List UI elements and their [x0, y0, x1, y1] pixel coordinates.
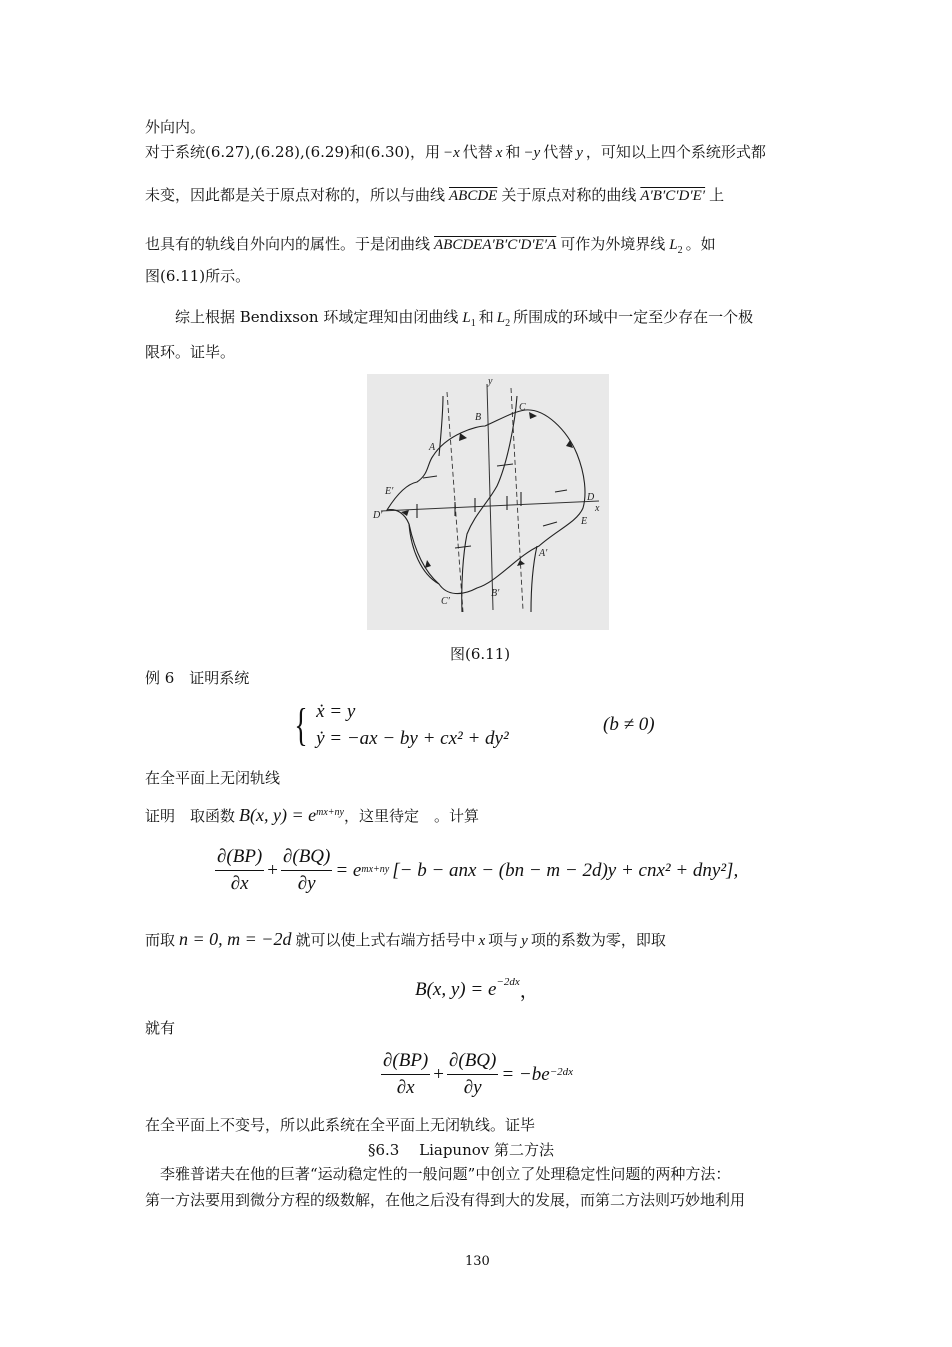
- fraction: [447, 1050, 498, 1099]
- section-heading: §6.3 Liapunov 第二方法: [368, 1141, 555, 1159]
- rhs-exp: = e: [335, 859, 362, 881]
- trajectory-curve: [462, 396, 517, 612]
- text-segment: 综上根据 Bendixson 环域定理知由闭曲线: [175, 308, 459, 326]
- math-y: y: [521, 933, 528, 949]
- equation-2: ẏ = −ax − by + cx² + dy²: [316, 728, 509, 749]
- take-values-line: [145, 929, 666, 951]
- text-line-1: 外向内。: [145, 118, 206, 136]
- numerator: ∂(BP): [381, 1050, 430, 1075]
- label-C-prime: C′: [441, 596, 450, 607]
- text-segment: ，可知以上四个系统形式都: [585, 143, 766, 161]
- arrowheads: [401, 412, 573, 568]
- curve-abcde: ABCDE: [449, 188, 498, 204]
- label-y: y: [488, 376, 493, 387]
- page-number: 130: [465, 1254, 490, 1269]
- text-segment: 对于系统(6.27),(6.28),(6.29)和(6.30)，用: [145, 143, 440, 161]
- fraction: [381, 1050, 430, 1099]
- text-segment: 而取: [145, 931, 176, 949]
- numerator: ∂(BQ): [447, 1050, 498, 1075]
- trajectory-curve: [531, 546, 537, 612]
- text-segment: 就可以使上式右端方括号中: [295, 931, 476, 949]
- math-neg-x: −x: [442, 145, 460, 161]
- text-segment: 关于原点对称的曲线: [501, 186, 637, 204]
- math-y: y: [576, 145, 583, 161]
- label-A: A: [429, 442, 436, 453]
- label-D-prime: D′: [373, 510, 383, 521]
- curve-abcde-prime: A′B′C′D′E′: [640, 188, 706, 204]
- closed-curve: ABCDEA′B′C′D′E′A: [434, 237, 557, 253]
- text-line-2: [145, 142, 766, 163]
- text-segment: 所围成的环域中一定至少存在一个极: [513, 308, 754, 326]
- example-label: 例 6 证明系统: [145, 669, 250, 687]
- text-segment: 未变，因此都是关于原点对称的，所以与曲线: [145, 186, 446, 204]
- numerator: ∂(BP): [215, 846, 264, 871]
- fraction: [215, 846, 264, 895]
- proof-line: [145, 803, 479, 826]
- text-segment: 项的系数为零，即取: [530, 931, 666, 949]
- factor-expression: B(x, y) = e: [415, 978, 497, 1000]
- math-sub: 2: [505, 318, 511, 329]
- text-segment: 证明 取函数: [145, 807, 236, 825]
- text-segment: 代替: [543, 143, 574, 161]
- math-sub: 1: [470, 318, 476, 329]
- text-segment: 项与: [488, 931, 519, 949]
- label-B: B: [475, 412, 482, 423]
- text-segment: 和: [505, 143, 521, 161]
- numerator: ∂(BQ): [281, 846, 332, 871]
- divergence-formula: $\frac{\partial(BP)}{\partial x}$ + $\frac{\partial(BQ)}{\partial y}$ = e mx+ny [− b − anx − (bn − m − 2d)y + cnx² + dny²],: [217, 846, 739, 894]
- system-equations: [290, 698, 509, 752]
- denominator: ∂y: [297, 873, 316, 894]
- equation-1: ẋ = y: [316, 701, 356, 722]
- denominator: ∂x: [396, 1077, 415, 1098]
- text-line-7: 限环。证毕。: [145, 343, 236, 361]
- text-line-4: [145, 234, 716, 261]
- text-segment: 上: [709, 186, 725, 204]
- text-segment: 也具有的轨线自外向内的属性。于是闭曲线: [145, 235, 431, 253]
- result-rhs: = −be: [501, 1063, 550, 1085]
- figure-caption: 图(6.11): [450, 645, 511, 663]
- exponent: −2dx: [496, 976, 520, 988]
- denominator: ∂y: [463, 1077, 482, 1098]
- label-x: x: [595, 503, 600, 514]
- text-segment: 代替: [462, 143, 493, 161]
- outer-boundary-curve: [387, 410, 588, 594]
- integrating-factor: B(x, y) = e: [239, 805, 317, 825]
- text-segment: 和: [478, 308, 494, 326]
- label-C: C: [519, 402, 526, 413]
- math-L: L: [669, 237, 678, 253]
- chosen-factor: [415, 976, 539, 1003]
- math-neg-y: −y: [523, 145, 541, 161]
- section-paragraph-line-1: 李雅普诺夫在他的巨著“运动稳定性的一般问题”中创立了处理稳定性问题的两种方法：: [160, 1165, 731, 1183]
- section-paragraph-line-2: 第一方法要用到微分方程的级数解，在他之后没有得到大的发展，而第二方法则巧妙地利用: [145, 1191, 746, 1209]
- text-line-3: [145, 185, 724, 206]
- math-x: x: [495, 145, 503, 161]
- result-formula: $\frac{\partial(BP)}{\partial x}$ + $\frac{\partial(BQ)}{\partial y}$ = −be −2dx: [383, 1050, 573, 1098]
- exponent: mx+ny: [316, 807, 344, 818]
- math-x: x: [478, 933, 486, 949]
- text-line-5: 图(6.11)所示。: [145, 267, 251, 285]
- text-line-6: [175, 307, 753, 334]
- label-E: E: [581, 516, 588, 527]
- trajectory-curve: [409, 524, 439, 584]
- bracket-expression: [− b − anx − (bn − m − 2d)y + cnx² + dny²],: [392, 859, 739, 881]
- math-sub: 2: [677, 245, 683, 256]
- denominator: ∂x: [230, 873, 249, 894]
- comma: ，: [519, 981, 539, 1002]
- then-line: 就有: [145, 1019, 176, 1037]
- fraction: [281, 846, 332, 895]
- claim-line: 在全平面上无闭轨线: [145, 769, 281, 787]
- text-segment: ，这里待定 。计算: [343, 807, 479, 825]
- text-segment: 。如: [685, 235, 716, 253]
- label-E-prime: E′: [385, 486, 394, 497]
- label-B-prime: B′: [491, 588, 500, 599]
- left-brace: {: [294, 699, 308, 750]
- math-L1: L: [462, 310, 471, 326]
- exponent: −2dx: [549, 1066, 573, 1078]
- phase-portrait-figure: [367, 374, 609, 630]
- math-L2: L: [496, 310, 506, 326]
- label-A-prime: A′: [539, 548, 548, 559]
- text-segment: 可作为外境界线: [560, 235, 666, 253]
- math-values: n = 0, m = −2d: [179, 929, 292, 949]
- conclusion-line: 在全平面上不变号，所以此系统在全平面上无闭轨线。证毕: [145, 1116, 536, 1134]
- label-D: D: [587, 492, 595, 503]
- exponent: mx+ny: [361, 864, 390, 875]
- condition: (b ≠ 0): [603, 714, 655, 735]
- phase-portrait-svg: [367, 374, 609, 630]
